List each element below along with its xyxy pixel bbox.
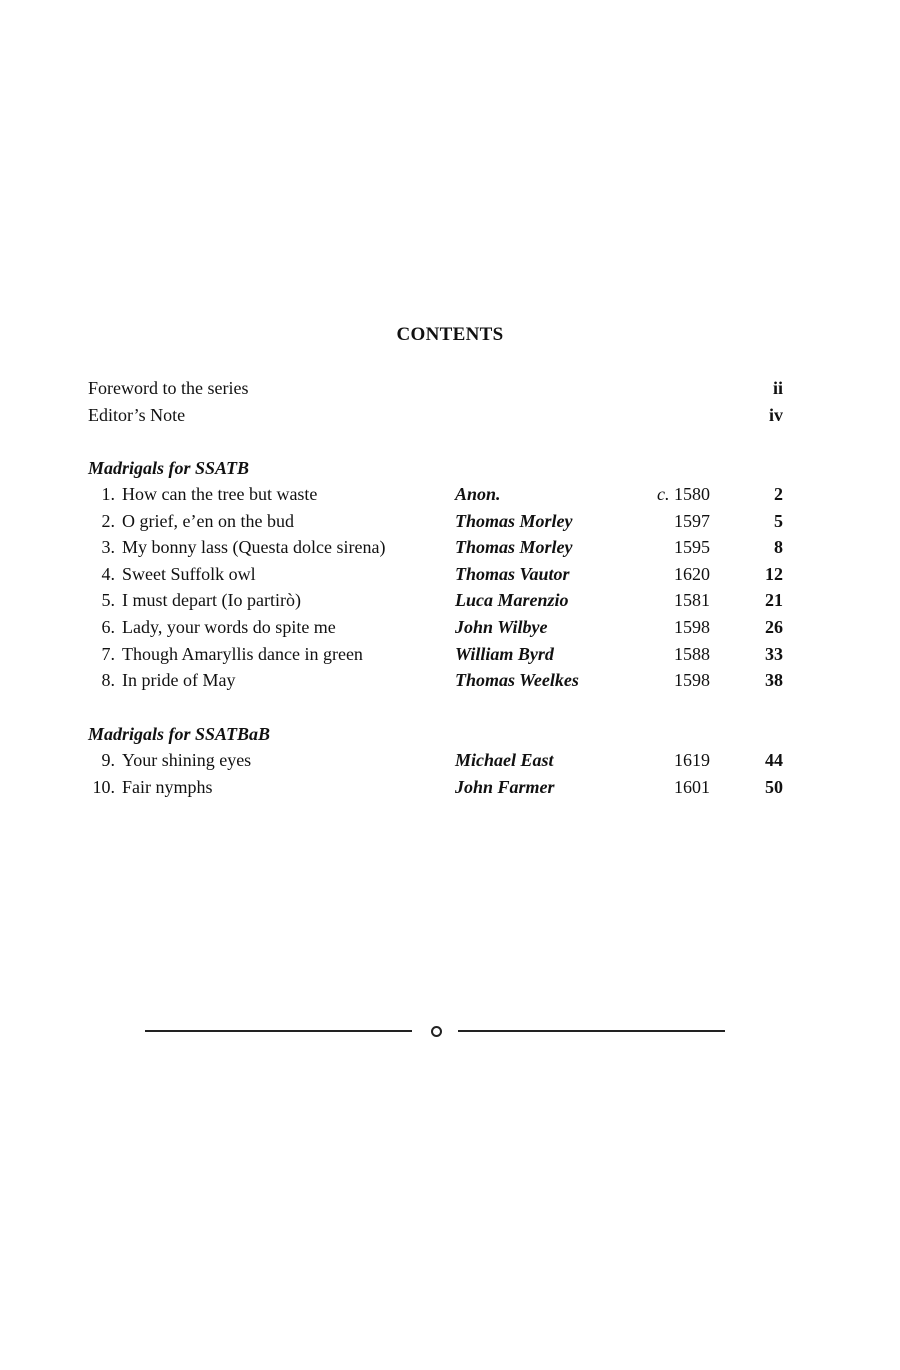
contents-entry <box>0 511 900 537</box>
entry-number: 6. <box>101 617 115 637</box>
entry-title: Your shining eyes <box>122 750 252 770</box>
entry-composer: Thomas Weelkes <box>455 670 579 691</box>
entry-page: 12 <box>765 563 783 584</box>
front-matter-row <box>88 378 783 402</box>
section-heading: Madrigals for SSATBaB <box>88 724 271 744</box>
ornament-rule-right <box>458 1030 725 1032</box>
entry-year-value: 1597 <box>674 510 710 531</box>
entry-page: 2 <box>774 484 783 504</box>
contents-entry <box>0 484 900 510</box>
entry-page: 50 <box>765 776 783 797</box>
entry-year <box>674 777 710 798</box>
entry-number: 3. <box>101 537 115 558</box>
entry-title: Lady, your words do spite me <box>122 617 336 637</box>
front-matter-page: ii <box>772 378 783 398</box>
entry-year <box>657 484 710 505</box>
entry-composer: Thomas Vautor <box>455 563 570 584</box>
entry-title: My bonny lass (Questa dolce sirena) <box>122 537 386 558</box>
front-matter-label: Foreword to the series <box>88 378 249 398</box>
entry-composer: Luca Marenzio <box>455 590 569 611</box>
entry-page: 44 <box>765 750 783 770</box>
entry-number: 1. <box>101 484 115 504</box>
entry-number: 5. <box>101 590 115 611</box>
entry-page: 38 <box>765 670 783 691</box>
entry-year-value: 1598 <box>674 617 710 637</box>
contents-entry <box>0 644 900 670</box>
circle-ornament-icon <box>431 1026 442 1037</box>
entry-year <box>674 644 710 665</box>
contents-entry <box>0 537 900 563</box>
entry-number: 8. <box>101 670 115 691</box>
contents-entry <box>0 670 900 696</box>
entry-year <box>674 590 710 611</box>
section-heading: Madrigals for SSATB <box>88 458 250 478</box>
contents-entry <box>0 750 900 776</box>
entry-composer: William Byrd <box>455 643 554 664</box>
front-matter-row <box>88 405 783 429</box>
ornament-rule-left <box>145 1030 412 1032</box>
entry-composer: Michael East <box>455 750 554 770</box>
entry-year <box>674 750 710 771</box>
entry-year-value: 1601 <box>674 776 710 797</box>
entry-year <box>674 670 710 691</box>
entry-year-value: 1580 <box>674 484 710 504</box>
entry-number: 4. <box>101 563 115 584</box>
entry-number: 10. <box>92 776 115 797</box>
entry-number: 7. <box>101 643 115 664</box>
contents-entry <box>0 564 900 590</box>
entry-title: I must depart (Io partirò) <box>122 590 301 611</box>
entry-year <box>674 537 710 558</box>
entry-year-value: 1620 <box>674 563 710 584</box>
entry-composer: Anon. <box>455 484 501 504</box>
entry-year-value: 1619 <box>674 750 710 770</box>
entry-title: How can the tree but waste <box>122 484 318 504</box>
entry-title: O grief, e’en on the bud <box>122 510 294 531</box>
entry-title: Fair nymphs <box>122 776 213 797</box>
entry-number: 9. <box>101 750 115 770</box>
front-matter-page: iv <box>768 405 783 425</box>
contents-entry <box>0 777 900 803</box>
entry-title: In pride of May <box>122 670 236 691</box>
entry-page: 21 <box>765 590 783 611</box>
entry-title: Though Amaryllis dance in green <box>122 643 363 664</box>
page-title: CONTENTS <box>396 324 504 345</box>
entry-composer: Thomas Morley <box>455 510 573 531</box>
entry-composer: John Wilbye <box>455 617 548 637</box>
entry-title: Sweet Suffolk owl <box>122 563 256 584</box>
contents-entry <box>0 590 900 616</box>
entry-page: 26 <box>765 617 783 637</box>
entry-year-value: 1595 <box>674 537 710 558</box>
entry-year <box>674 617 710 638</box>
entry-year-prefix: c. <box>657 484 670 504</box>
contents-entry <box>0 617 900 643</box>
entry-composer: John Farmer <box>455 776 555 797</box>
entry-page: 5 <box>774 510 783 531</box>
entry-number: 2. <box>101 510 115 531</box>
entry-composer: Thomas Morley <box>455 537 573 558</box>
entry-year-value: 1588 <box>674 643 710 664</box>
entry-page: 8 <box>774 537 783 558</box>
entry-year-value: 1598 <box>674 670 710 691</box>
front-matter-label: Editor’s Note <box>88 405 186 425</box>
entry-year <box>674 564 710 585</box>
entry-year-value: 1581 <box>674 590 710 611</box>
entry-page: 33 <box>765 643 783 664</box>
entry-year <box>674 511 710 532</box>
